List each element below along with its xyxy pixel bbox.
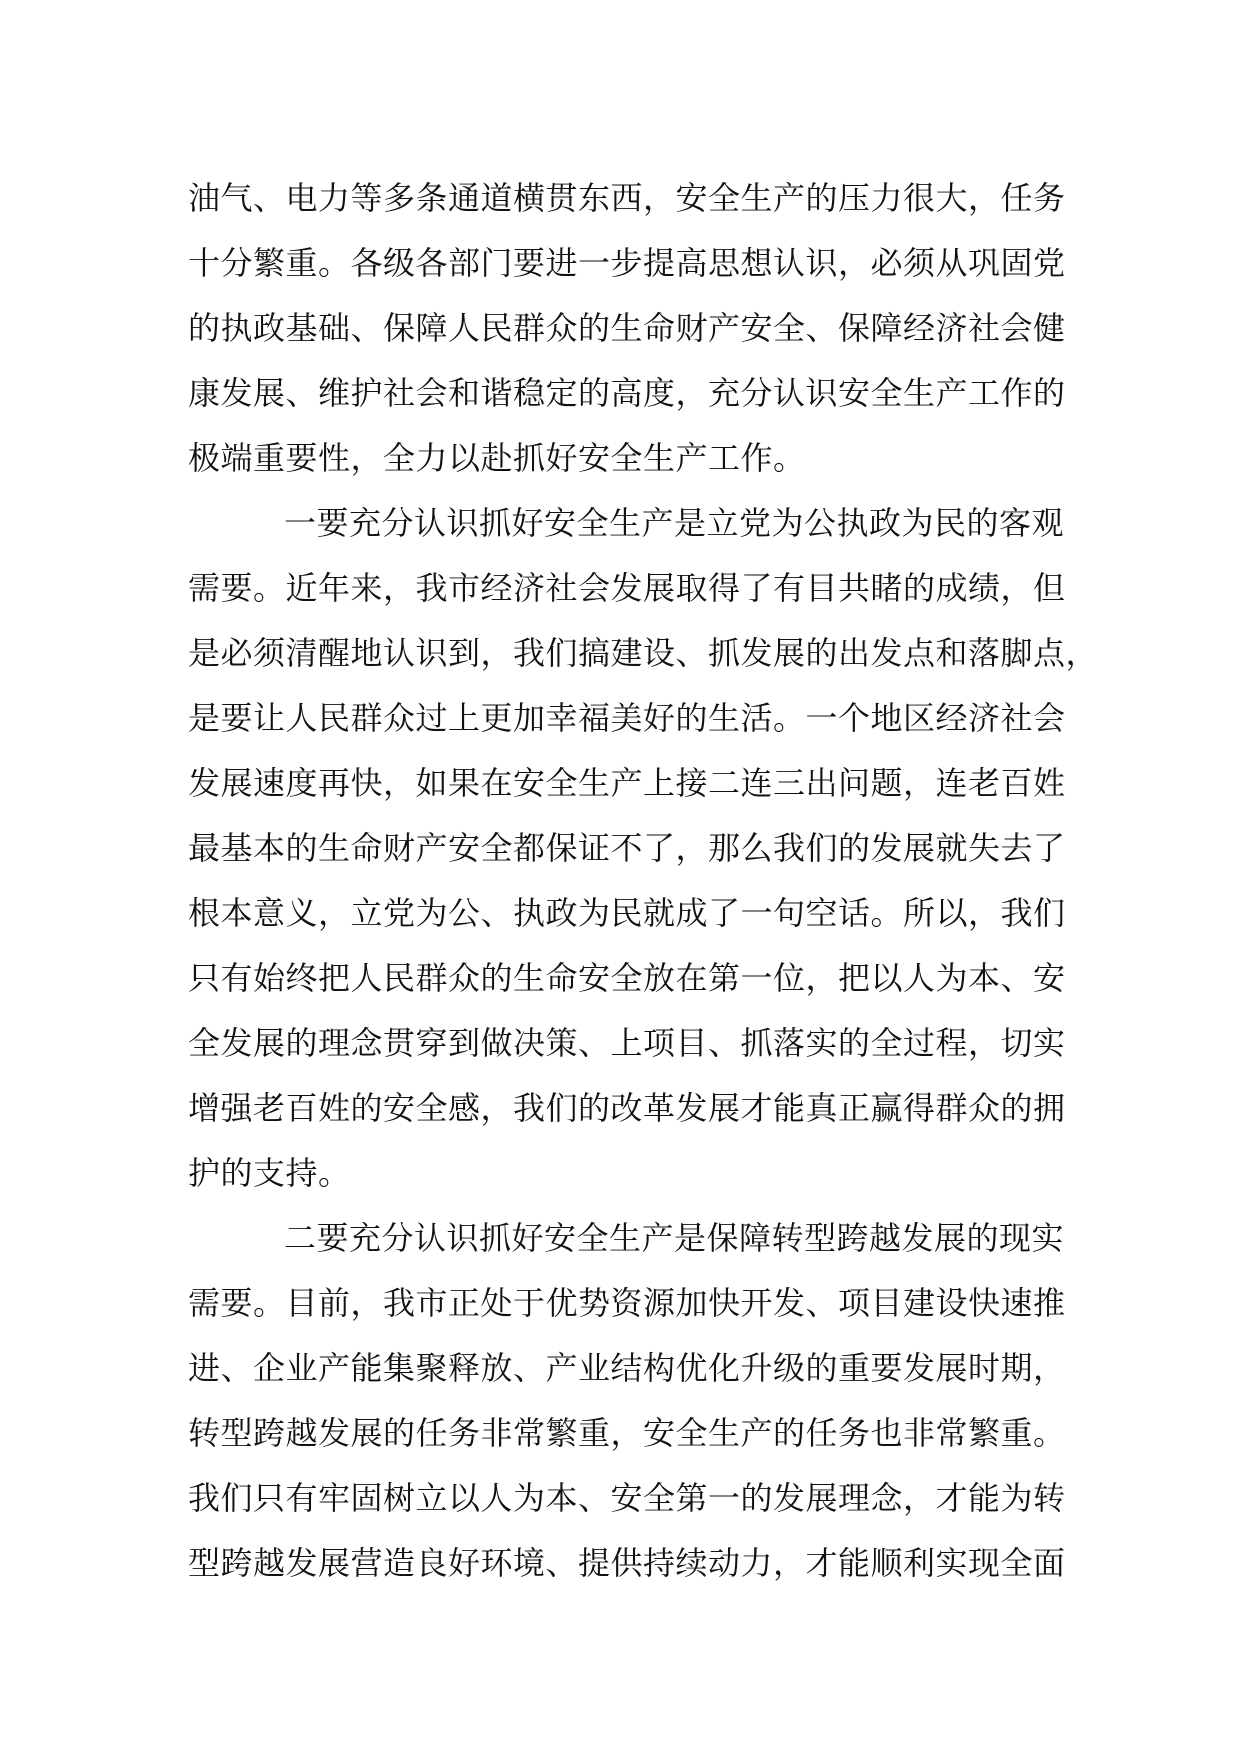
text-line: 发展速度再快，如果在安全生产上接二连三出问题，连老百姓 <box>188 764 1066 802</box>
paragraph-first-line: 一要充分认识抓好安全生产是立党为公执政为民的客观 <box>284 504 1065 542</box>
text-line: 油气、电力等多条通道横贯东西，安全生产的压力很大，任务 <box>188 179 1066 217</box>
text-line: 的执政基础、保障人民群众的生命财产安全、保障经济社会健 <box>188 309 1066 347</box>
text-line: 我们只有牢固树立以人为本、安全第一的发展理念，才能为转 <box>188 1479 1066 1517</box>
text-line: 十分繁重。各级各部门要进一步提高思想认识，必须从巩固党 <box>188 244 1066 282</box>
text-line: 全发展的理念贯穿到做决策、上项目、抓落实的全过程，切实 <box>188 1024 1066 1062</box>
text-line: 只有始终把人民群众的生命安全放在第一位，把以人为本、安 <box>188 959 1066 997</box>
text-line: 是要让人民群众过上更加幸福美好的生活。一个地区经济社会 <box>188 699 1066 737</box>
text-line: 最基本的生命财产安全都保证不了，那么我们的发展就失去了 <box>188 829 1066 867</box>
text-line: 康发展、维护社会和谐稳定的高度，充分认识安全生产工作的 <box>188 374 1066 412</box>
body-text <box>188 166 1099 1596</box>
text-line: 需要。目前，我市正处于优势资源加快开发、项目建设快速推 <box>188 1284 1066 1322</box>
text-line: 型跨越发展营造良好环境、提供持续动力，才能顺利实现全面 <box>188 1544 1066 1582</box>
text-line: 增强老百姓的安全感，我们的改革发展才能真正赢得群众的拥 <box>188 1089 1066 1127</box>
paragraph-first-line: 二要充分认识抓好安全生产是保障转型跨越发展的现实 <box>284 1219 1065 1257</box>
text-line: 需要。近年来，我市经济社会发展取得了有目共睹的成绩，但 <box>188 569 1066 607</box>
text-line: 是必须清醒地认识到，我们搞建设、抓发展的出发点和落脚点， <box>188 634 1099 672</box>
text-line: 极端重要性，全力以赴抓好安全生产工作。 <box>188 439 806 477</box>
text-line: 转型跨越发展的任务非常繁重，安全生产的任务也非常繁重。 <box>188 1414 1066 1452</box>
text-line: 护的支持。 <box>188 1154 351 1192</box>
text-line: 根本意义，立党为公、执政为民就成了一句空话。所以，我们 <box>188 894 1066 932</box>
text-line: 进、企业产能集聚释放、产业结构优化升级的重要发展时期， <box>188 1349 1066 1387</box>
